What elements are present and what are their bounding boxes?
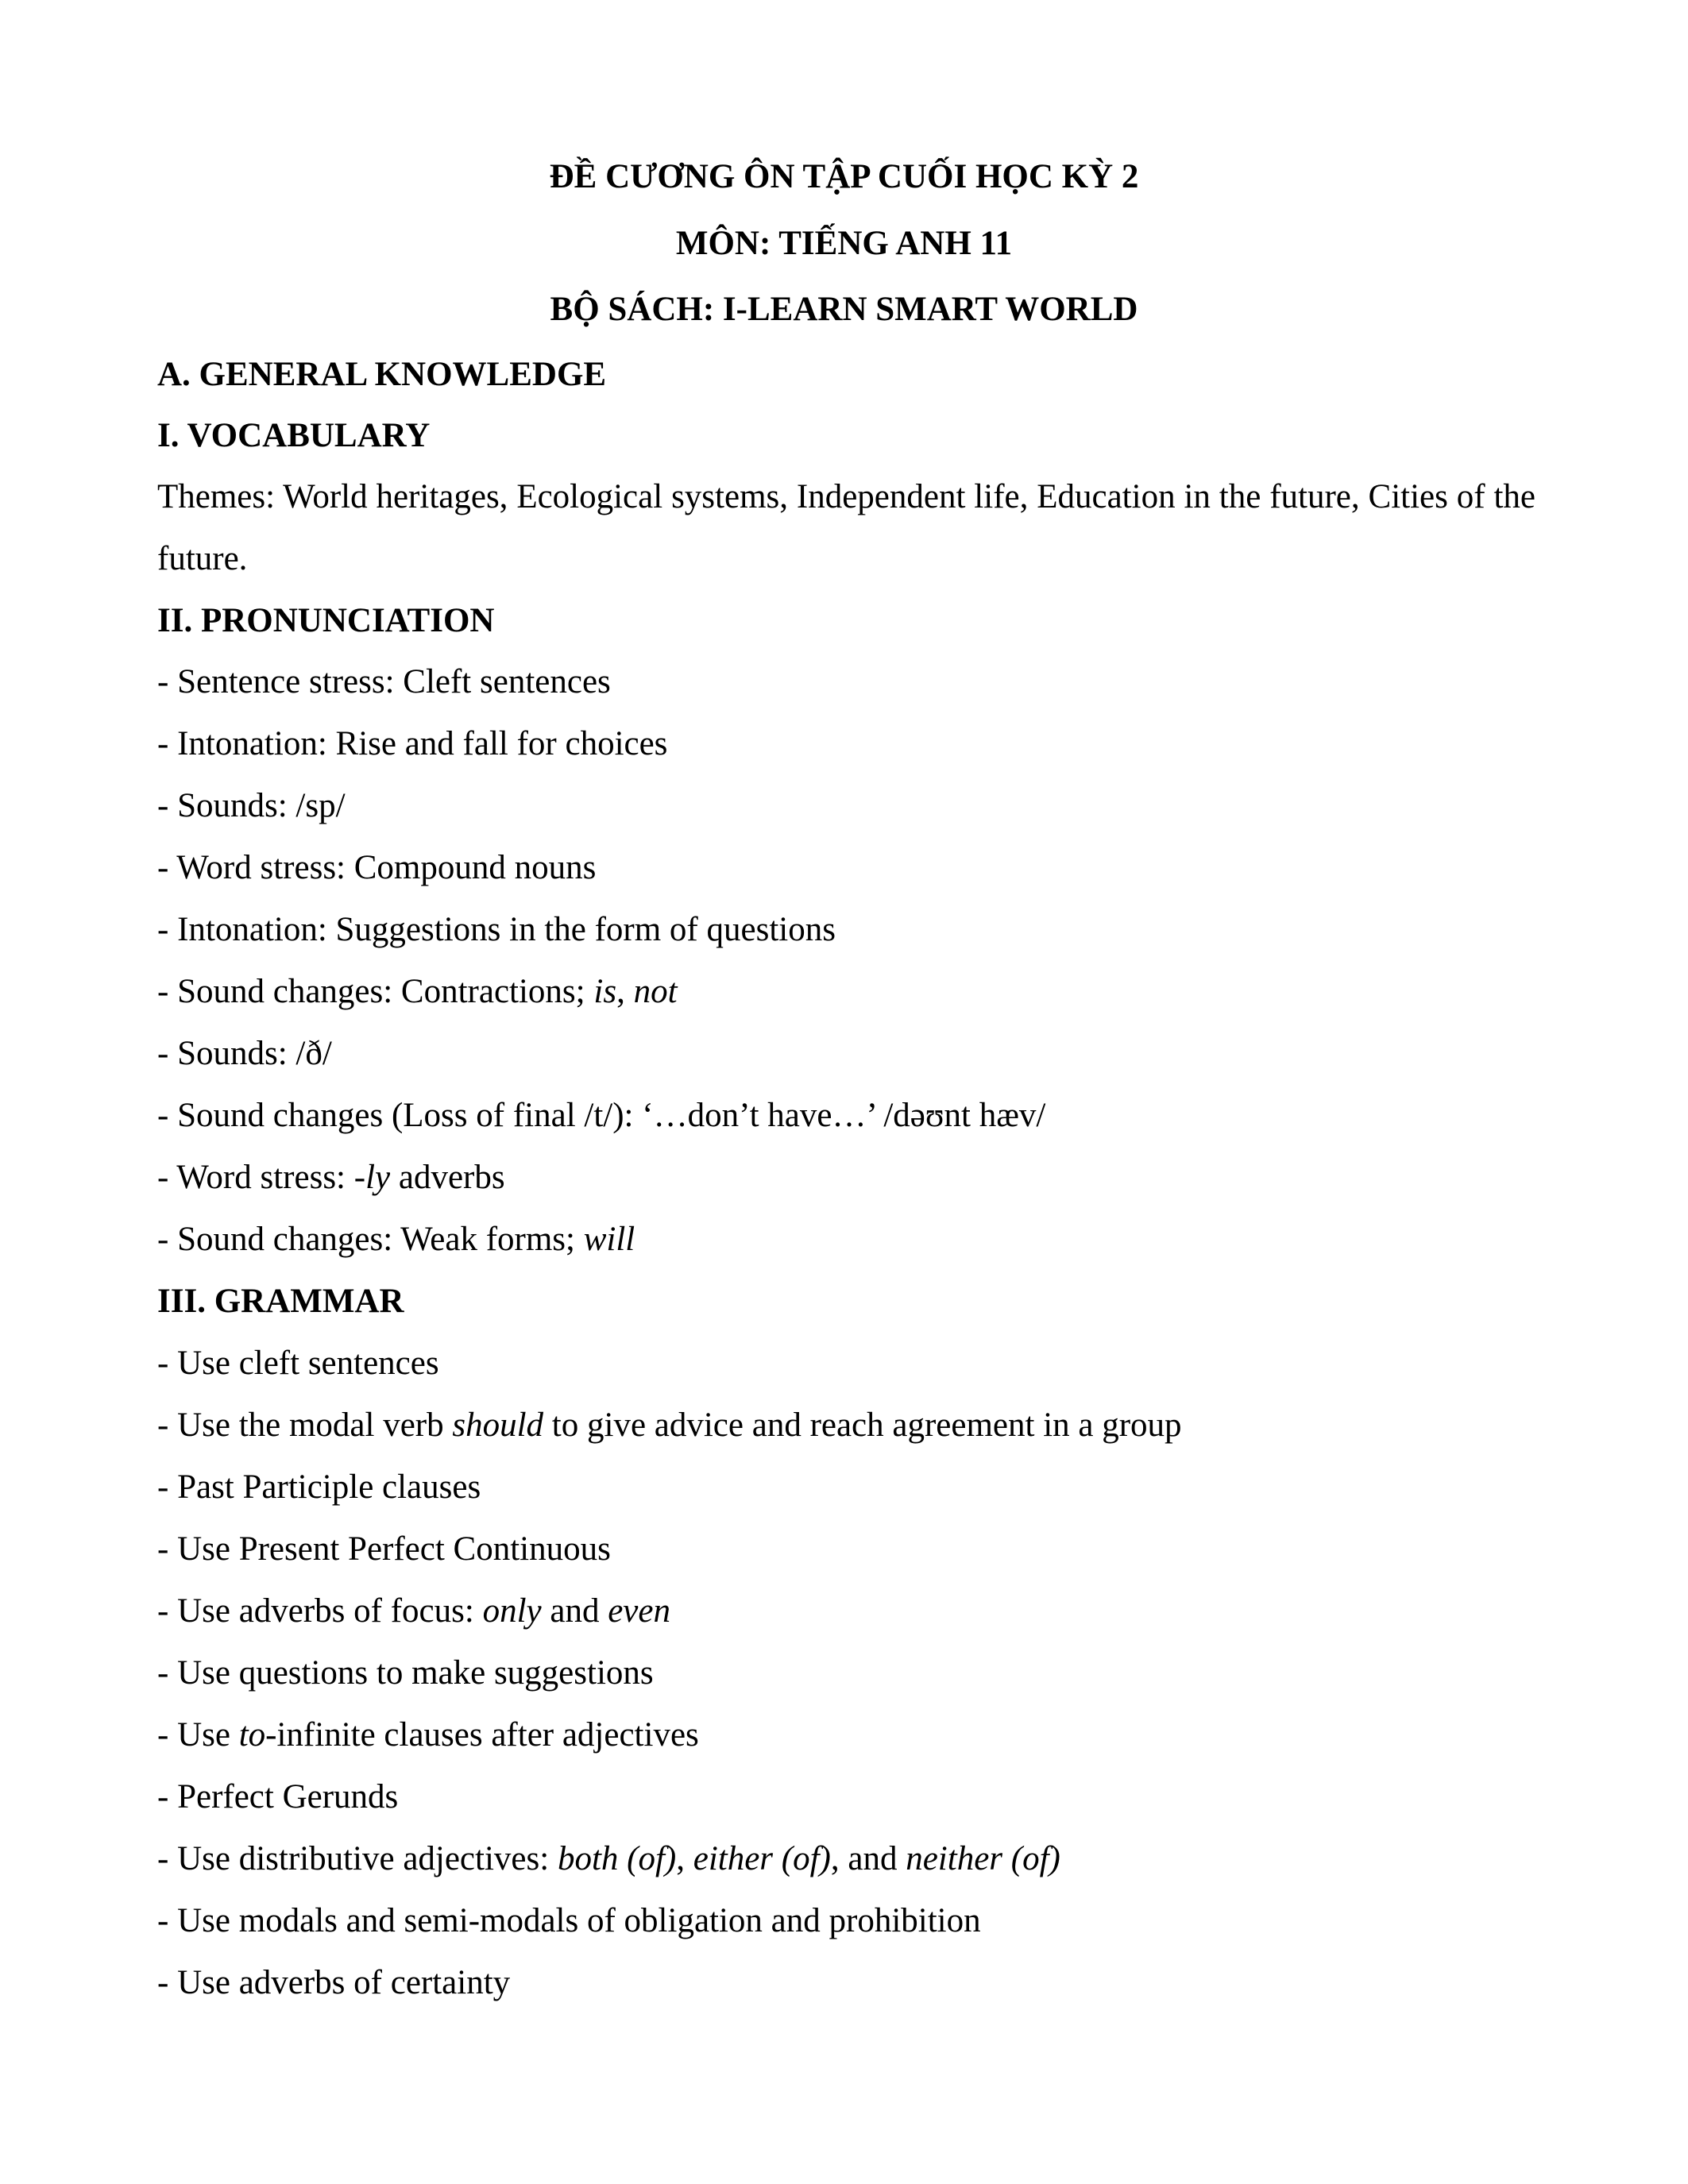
section-a-heading: A. GENERAL KNOWLEDGE	[157, 356, 607, 393]
pronunciation-item: - Sound changes: Weak forms; will	[157, 1221, 635, 1258]
pronunciation-item: - Word stress: Compound nouns	[157, 849, 597, 886]
grammar-item: - Use Present Perfect Continuous	[157, 1530, 611, 1568]
pronunciation-item: - Sounds: /ð/	[157, 1035, 332, 1072]
grammar-heading: III. GRAMMAR	[157, 1283, 404, 1320]
vocabulary-themes: Themes: World heritages, Ecological systems, Independent life, Education in the future, Cities of the future.	[157, 478, 1535, 577]
grammar-item: - Use the modal verb should to give advice and reach agreement in a group	[157, 1406, 1182, 1444]
pronunciation-item: - Word stress: -ly adverbs	[157, 1159, 505, 1196]
document-title-1: ĐỀ CƯƠNG ÔN TẬP CUỐI HỌC KỲ 2	[549, 158, 1139, 195]
grammar-item: - Perfect Gerunds	[157, 1778, 399, 1815]
grammar-item: - Use adverbs of focus: only and even	[157, 1592, 670, 1630]
document-title-2: MÔN: TIẾNG ANH 11	[675, 225, 1013, 262]
grammar-item: - Use modals and semi-modals of obligation and prohibition	[157, 1902, 981, 1939]
pronunciation-item: - Sound changes (Loss of final /t/): ‘…don’t have…’ /dəʊnt hæv/	[157, 1097, 1046, 1134]
grammar-item: - Use distributive adjectives: both (of), either (of), and neither (of)	[157, 1840, 1060, 1877]
pronunciation-heading: II. PRONUNCIATION	[157, 602, 495, 639]
grammar-item: - Use cleft sentences	[157, 1345, 439, 1382]
pronunciation-item: - Sound changes: Contractions; is, not	[157, 973, 678, 1010]
pronunciation-item: - Sentence stress: Cleft sentences	[157, 663, 611, 700]
grammar-item: - Use to-infinite clauses after adjectives	[157, 1716, 699, 1754]
grammar-item: - Past Participle clauses	[157, 1468, 481, 1506]
grammar-item: - Use adverbs of certainty	[157, 1964, 511, 2001]
grammar-item: - Use questions to make suggestions	[157, 1654, 654, 1692]
pronunciation-item: - Sounds: /sp/	[157, 787, 346, 824]
pronunciation-item: - Intonation: Suggestions in the form of questions	[157, 911, 836, 948]
document-title-3: BỘ SÁCH: I-LEARN SMART WORLD	[550, 291, 1138, 328]
pronunciation-item: - Intonation: Rise and fall for choices	[157, 725, 668, 762]
vocabulary-heading: I. VOCABULARY	[157, 417, 431, 454]
